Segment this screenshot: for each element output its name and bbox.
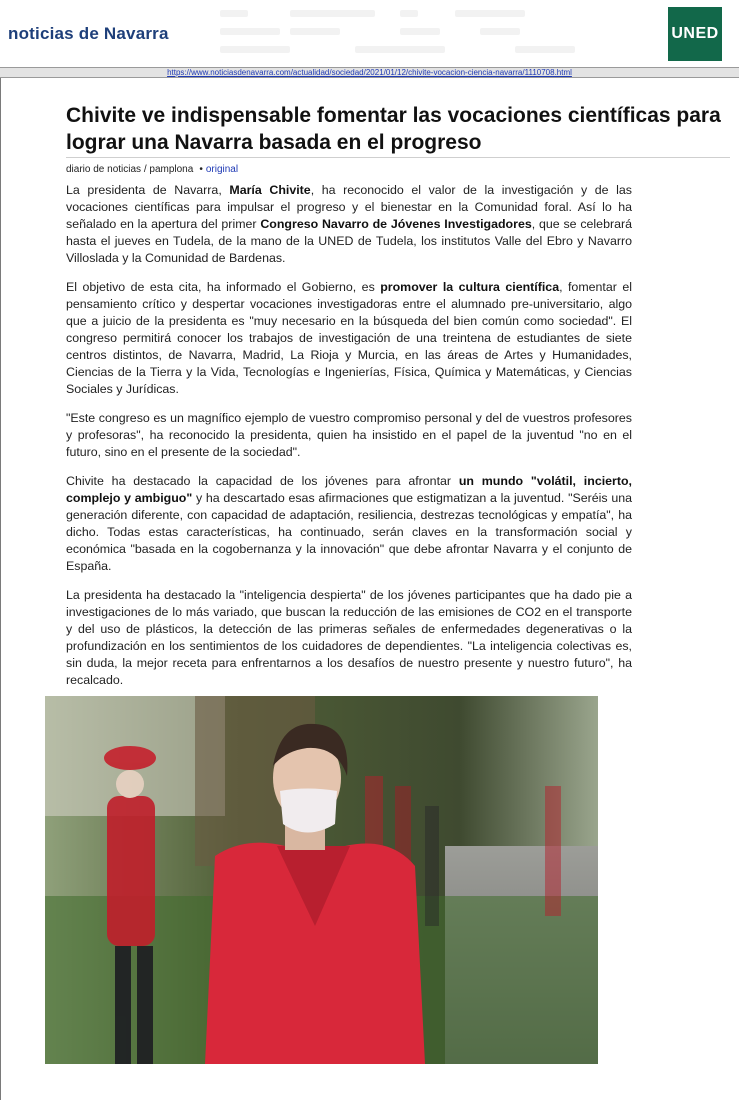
- paragraph-text: La presidenta de Navarra,: [66, 183, 230, 197]
- bold-text: María Chivite: [229, 183, 311, 197]
- page-left-border: [0, 78, 1, 1100]
- bold-text: promover la cultura científica: [380, 280, 560, 294]
- article-paragraph: [66, 279, 632, 398]
- site-header: [0, 0, 739, 70]
- article-paragraph: [66, 410, 632, 461]
- paragraph-text: , fomentar el pensamiento crítico y despertar vocaciones investigadoras entre el alumnado pre-universitario, algo que a juicio de la presidenta es "muy necesario en la búsqueda del bien común como sociedad". El congreso permitirá conocer los trabajos de investigación de una treintena de estudiantes de siete centros distintos, de Navarra, Madrid, La Rioja y Murcia, en las áreas de Artes y Humanidades, Ciencias de la Tierra y la Vida, Tecnologías e Ingenierías, Física, Química y Matemáticas, y Ciencias Sociales y Jurídicas.: [66, 280, 632, 396]
- uned-logo[interactable]: [668, 7, 722, 61]
- paragraph-text: Chivite ha destacado la capacidad de los jóvenes para afrontar: [66, 474, 459, 488]
- article-paragraph: [66, 182, 632, 267]
- site-logo-text: noticias de Navarra: [8, 24, 169, 43]
- article-byline: [66, 164, 238, 175]
- bold-text: Congreso Navarro de Jóvenes Investigadores: [260, 217, 532, 231]
- article-paragraph: [66, 473, 632, 575]
- article-body: [66, 182, 632, 701]
- paragraph-text: El objetivo de esta cita, ha informado el Gobierno, es: [66, 280, 381, 294]
- faded-navigation-background: [215, 6, 595, 60]
- title-divider: [66, 157, 730, 158]
- uned-logo-text: UNED: [671, 25, 719, 42]
- photo-illustration: [45, 696, 598, 1064]
- bold-text: un mundo "volátil, incierto, complejo y ambiguo": [66, 474, 632, 505]
- source-url-bar: [0, 67, 739, 78]
- noticias-de-navarra-logo[interactable]: [8, 24, 169, 44]
- paragraph-text: y ha descartado esas afirmaciones que estigmatizan a la juventud. "Seréis una generación diferente, con capacidad de adaptación, resiliencia, destrezas tecnológicas y empatía", ha dicho. Todas estas características, ha continuado, serán claves en la transformación social y económica "basada en la cogobernanza y la innovación" que debe afrontar Navarra y el conjunto de España.: [66, 491, 632, 573]
- paragraph-text: , ha reconocido el valor de la investigación y de las vocaciones científicas para impulsar el progreso y el bienestar en la Comunidad foral. Así lo ha señalado en la apertura del primer: [66, 183, 632, 231]
- article-source: diario de noticias / pamplona: [66, 164, 194, 175]
- paragraph-text: , que se celebrará hasta el jueves en Tudela, de la mano de la UNED de Tudela, los institutos Valle del Ebro y Navarro Villoslada y la Comunidad de Bardenas.: [66, 217, 633, 265]
- article-photo: [45, 696, 598, 1064]
- article-paragraph: [66, 587, 632, 689]
- article-title: Chivite ve indispensable fomentar las vocaciones científicas para lograr una Navarra basada en el progreso: [66, 104, 721, 154]
- bullet-separator: •: [199, 164, 203, 175]
- original-link[interactable]: original: [205, 164, 239, 175]
- paragraph-text: "Este congreso es un magnífico ejemplo de vuestro compromiso personal y del de vuestros profesores y profesoras", ha reconocido la presidenta, quien ha insistido en el papel de la juventud "no en el futuro, sino en el presente de la sociedad".: [66, 411, 632, 459]
- paragraph-text: La presidenta ha destacado la "inteligencia despierta" de los jóvenes participantes que ha dado pie a investigaciones de lo más variado, que buscan la reducción de las emisiones de CO2 en el transporte y del uso de plásticos, la detección de las primeras señales de enfermedades degenerativas o la profundización en los sentimientos de los cuidadores de dependientes. "La inteligencia colectivas es, sin duda, la mejor receta para enfrentarnos a los desafíos de nuestro presente y nuestro futuro", ha recalcado.: [66, 588, 632, 687]
- source-url-link[interactable]: https://www.noticiasdenavarra.com/actualidad/sociedad/2021/01/12/chivite-vocacion-ciencia-navarra/1110708.html: [167, 68, 572, 77]
